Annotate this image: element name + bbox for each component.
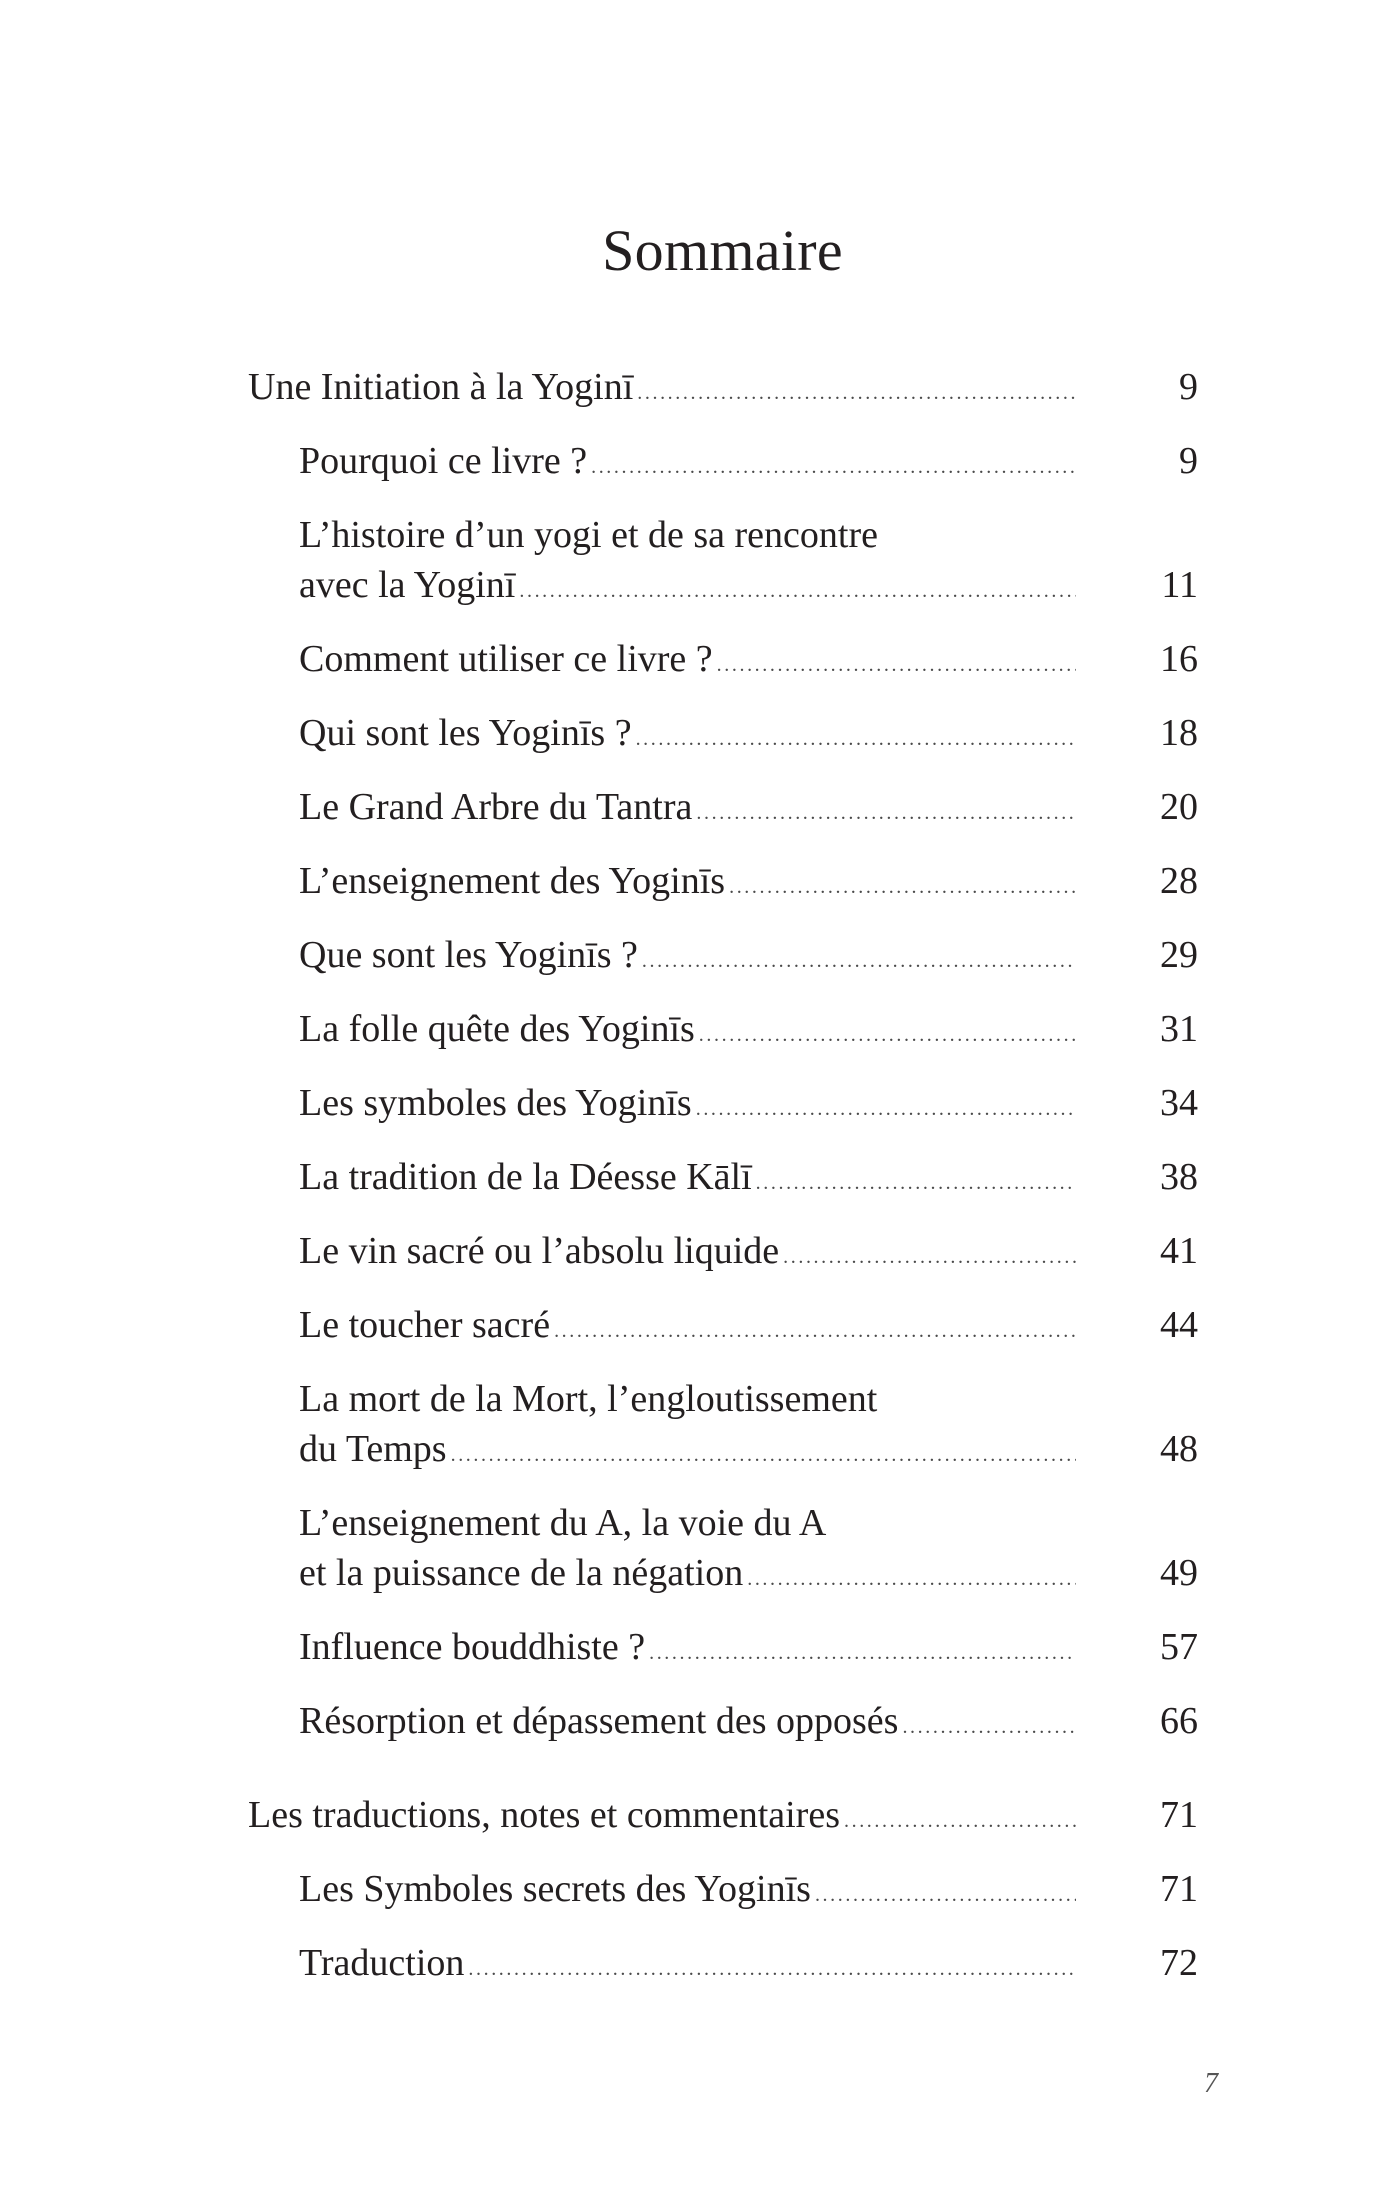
toc-section <box>248 708 1198 764</box>
toc-section <box>248 1864 1198 1920</box>
dot-leader <box>696 788 1076 838</box>
dot-leader <box>696 1084 1076 1134</box>
toc-entry-text: avec la Yoginī <box>299 564 516 606</box>
toc-entry-text: Les traductions, notes et commentaires <box>248 1794 840 1836</box>
toc-entry-text: Pourquoi ce livre ? <box>299 440 588 482</box>
dot-leader <box>591 442 1076 492</box>
toc-entry-text: Que sont les Yoginīs ? <box>299 934 638 976</box>
toc-page-number: 31 <box>1160 1008 1198 1050</box>
toc-section <box>248 1696 1198 1752</box>
page-title: Sommaire <box>602 218 843 283</box>
toc-page-number: 72 <box>1160 1942 1198 1984</box>
toc-section <box>248 1152 1198 1208</box>
toc-page-number: 71 <box>1160 1794 1198 1836</box>
toc-entry-text: Influence bouddhiste ? <box>299 1626 646 1668</box>
toc-entry-text: Comment utiliser ce livre ? <box>299 638 713 680</box>
toc-entry-text: La folle quête des Yoginīs <box>299 1008 695 1050</box>
toc-page-number: 9 <box>1179 366 1198 408</box>
toc-entry-text: Les Symboles secrets des Yoginīs <box>299 1868 811 1910</box>
toc-section <box>248 634 1198 690</box>
dot-leader <box>844 1796 1076 1846</box>
toc-entry-text: du Temps <box>299 1428 447 1470</box>
toc-page-number: 57 <box>1160 1626 1198 1668</box>
toc-section <box>248 436 1198 492</box>
toc-entry-text: L’enseignement des Yoginīs <box>299 860 726 902</box>
toc-section <box>248 1498 1198 1604</box>
toc-page-number: 34 <box>1160 1082 1198 1124</box>
toc-page-number: 66 <box>1160 1700 1198 1742</box>
toc-section <box>248 1622 1198 1678</box>
toc-page-number: 16 <box>1160 638 1198 680</box>
toc-entry-text: Le Grand Arbre du Tantra <box>299 786 693 828</box>
dot-leader <box>519 566 1076 616</box>
toc-entry-text: Le toucher sacré <box>299 1304 551 1346</box>
dot-leader <box>554 1306 1076 1356</box>
toc-entry-text: Traduction <box>299 1942 465 1984</box>
dot-leader <box>642 936 1076 986</box>
toc-section <box>248 856 1198 912</box>
dot-leader <box>649 1628 1076 1678</box>
toc-entry-text: L’enseignement du A, la voie du A <box>299 1502 827 1544</box>
dot-leader <box>747 1554 1076 1604</box>
dot-leader <box>637 368 1076 418</box>
toc-page-number: 28 <box>1160 860 1198 902</box>
toc-entry-text: Une Initiation à la Yoginī <box>248 366 634 408</box>
toc-chapter <box>248 1790 1198 1846</box>
toc-chapter <box>248 362 1198 418</box>
toc-section <box>248 1226 1198 1282</box>
dot-leader <box>902 1702 1076 1752</box>
toc-entry-text: Le vin sacré ou l’absolu liquide <box>299 1230 780 1272</box>
toc-entry-text: Les symboles des Yoginīs <box>299 1082 692 1124</box>
dot-leader <box>699 1010 1076 1060</box>
dot-leader <box>636 714 1076 764</box>
toc-section <box>248 1004 1198 1060</box>
toc-entry-text: Résorption et dépassement des opposés <box>299 1700 899 1742</box>
toc-page-number: 9 <box>1179 440 1198 482</box>
dot-leader <box>717 640 1076 690</box>
toc-entry-text: et la puissance de la négation <box>299 1552 744 1594</box>
dot-leader <box>468 1944 1076 1994</box>
toc-page-number: 44 <box>1160 1304 1198 1346</box>
dot-leader <box>815 1870 1076 1920</box>
toc-section <box>248 1300 1198 1356</box>
toc-section <box>248 1374 1198 1480</box>
toc-entry-text: Qui sont les Yoginīs ? <box>299 712 632 754</box>
toc-section <box>248 1078 1198 1134</box>
dot-leader <box>451 1430 1076 1480</box>
dot-leader <box>756 1158 1076 1208</box>
toc-section <box>248 1938 1198 1994</box>
toc-entry-text: L’histoire d’un yogi et de sa rencontre <box>299 514 878 556</box>
toc-page-number: 18 <box>1160 712 1198 754</box>
page-number: 7 <box>1204 2068 1218 2099</box>
toc-entry-text: La tradition de la Déesse Kālī <box>299 1156 752 1198</box>
toc-page-number: 11 <box>1161 564 1198 606</box>
dot-leader <box>783 1232 1076 1282</box>
table-of-contents <box>248 362 1198 1994</box>
toc-page-number: 41 <box>1160 1230 1198 1272</box>
toc-section <box>248 510 1198 616</box>
toc-section <box>248 930 1198 986</box>
toc-page-number: 20 <box>1160 786 1198 828</box>
toc-page-number: 49 <box>1160 1552 1198 1594</box>
toc-page-number: 38 <box>1160 1156 1198 1198</box>
dot-leader <box>729 862 1076 912</box>
toc-page-number: 48 <box>1160 1428 1198 1470</box>
toc-entry-text: La mort de la Mort, l’engloutissement <box>299 1378 878 1420</box>
toc-section <box>248 782 1198 838</box>
toc-page-number: 29 <box>1160 934 1198 976</box>
toc-page-number: 71 <box>1160 1868 1198 1910</box>
